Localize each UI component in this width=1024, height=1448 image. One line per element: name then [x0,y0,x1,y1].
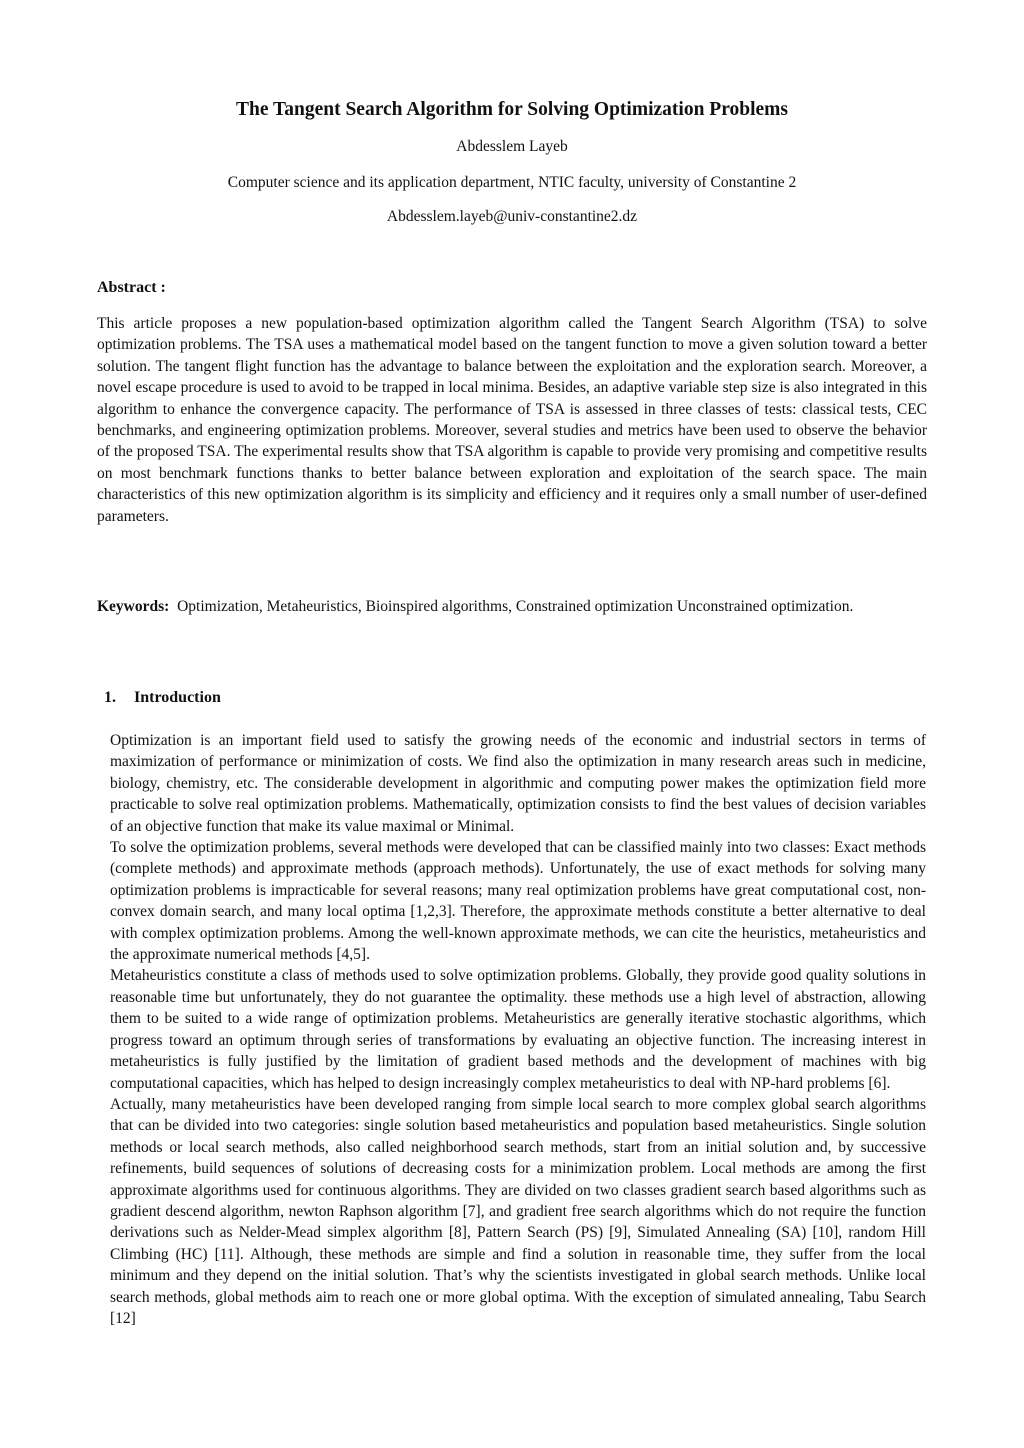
abstract-heading: Abstract : [97,279,166,296]
abstract-body: This article proposes a new population-based optimization algorithm called the Tangent Search Algorithm (TSA) to solve optimization problems. The TSA uses a mathematical model based on the tangent function to move a given solution toward a better solution. The tangent flight function has the advantage to balance between the exploitation and the exploration search. Moreover, a novel escape procedure is used to avoid to be trapped in local minima. Besides, an adaptive variable step size is also integrated in this algorithm to enhance the convergence capacity. The performance of TSA is assessed in three classes of tests: classical tests, CEC benchmarks, and engineering optimization problems. Moreover, several studies and metrics have been used to observe the behavior of the proposed TSA. The experimental results show that TSA algorithm is capable to provide very promising and competitive results on most benchmark functions thanks to better balance between exploration and exploitation of the search space. The main characteristics of this new optimization algorithm is its simplicity and efficiency and it requires only a small number of user-defined parameters. [97,315,927,525]
section-title: Introduction [134,689,221,706]
introduction-body [110,730,926,1329]
keywords-text: Optimization, Metaheuristics, Bioinspired algorithms, Constrained optimization Unconstrained optimization. [177,598,854,615]
intro-paragraph: Metaheuristics constitute a class of methods used to solve optimization problems. Globally, they provide good quality solutions in reasonable time but unfortunately, they do not guarantee the optimality. these methods use a high level of abstraction, allowing them to be suited to a wide range of optimization problems. Metaheuristics are generally iterative stochastic algorithms, which progress toward an optimum through series of transformations by evaluating an objective function. The increasing interest in metaheuristics is fully justified by the limitation of gradient based methods and the development of machines with big computational capacities, which has helped to design increasingly complex metaheuristics to deal with NP-hard problems [6]. [110,967,926,1092]
intro-paragraph: Optimization is an important field used to satisfy the growing needs of the economic and industrial sectors in terms of maximization of performance or minimization of costs. We find also the optimization in many research areas such in medicine, biology, chemistry, etc. The considerable development in algorithmic and computing power makes the optimization field more practicable to solve real optimization problems. Mathematically, optimization consists to find the best values of decision variables of an objective function that make its value maximal or Minimal. [110,732,926,835]
author-name: Abdesslem Layeb [456,138,568,155]
paper-title: The Tangent Search Algorithm for Solving Optimization Problems [236,99,788,120]
author-email: Abdesslem.layeb@univ-constantine2.dz [386,208,638,225]
intro-paragraph: Actually, many metaheuristics have been developed ranging from simple local search to more complex global search algorithms that can be divided into two categories: single solution based metaheuristics and population based metaheuristics. Single solution methods or local search methods, also called neighborhood search methods, start from an initial solution and, by successive refinements, build sequences of solutions of decreasing costs for a minimization problem. Local methods are among the first approximate algorithms used for continuous algorithms. They are divided on two classes gradient search based algorithms such as gradient descend algorithm, newton Raphson algorithm [7], and gradient free search algorithms which do not require the function derivations such as Nelder-Mead simplex algorithm [8], Pattern Search (PS) [9], Simulated Annealing (SA) [10], random Hill Climbing (HC) [11]. Although, these methods are simple and find a solution in reasonable time, they suffer from the local minimum and they depend on the initial solution. That’s why the scientists investigated in global search methods. Unlike local search methods, global methods aim to reach one or more global optima. With the exception of simulated annealing, Tabu Search [12] [110,1095,926,1327]
section-heading-introduction [104,688,221,708]
section-number: 1. [104,689,116,706]
intro-paragraph: To solve the optimization problems, several methods were developed that can be classified mainly into two classes: Exact methods (complete methods) and approximate methods (approach methods). Unfortunately, the use of exact methods for solving many optimization problems is impracticable for several reasons; many real optimization problems have great computational cost, non-convex domain search, and many local optima [1,2,3]. Therefore, the approximate methods constitute a better alternative to deal with complex optimization problems. Among the well-known approximate methods, we can cite the heuristics, metaheuristics and the approximate numerical methods [4,5]. [110,839,926,964]
author-affiliation: Computer science and its application department, NTIC faculty, university of Constantine 2 [227,174,797,191]
keywords-label: Keywords: [97,598,170,615]
keywords [97,596,927,617]
